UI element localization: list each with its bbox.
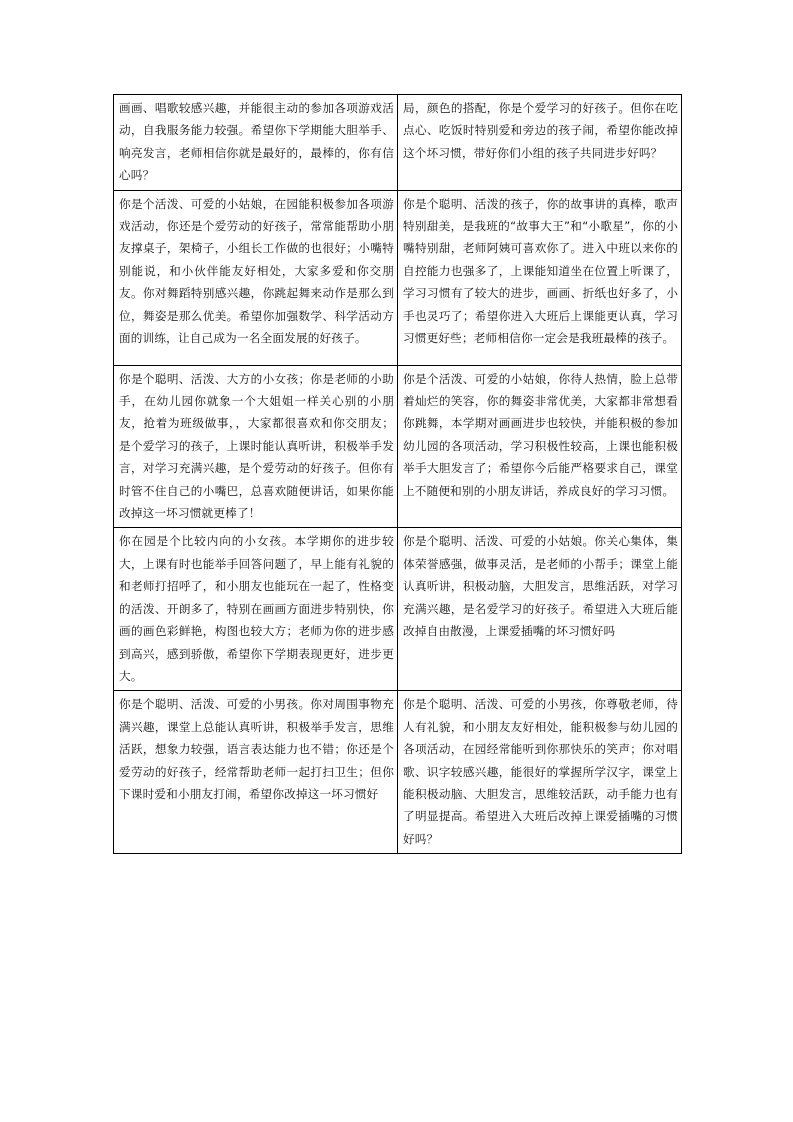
table-row (114, 365, 682, 528)
comment-cell-right: 你是个聪明、活泼、可爱的小姑娘。你关心集体，集体荣誉感强，做事灵活，是老师的小帮手；课堂上能认真听讲，积极动脑，大胆发言，思维活跃，对学习充满兴趣，是名爱学习的好孩子。希望进入大班后能改掉自由散漫，上课爱插嘴的坏习惯好吗 (398, 528, 682, 691)
comment-cell-left: 你是个活泼、可爱的小姑娘，在园能积极参加各项游戏活动，你还是个爱劳动的好孩子，常常能帮助小朋友撑桌子，架椅子，小组长工作做的也很好；小嘴特别能说，和小伙伴能友好相处，大家多爱和你交朋友。你对舞蹈特别感兴趣，你跳起舞来动作是那么到位，舞姿是那么优美。希望你加强数学、科学活动方面的训练，让自己成为一名全面发展的好孩子。 (114, 190, 398, 365)
table-row (114, 528, 682, 691)
comment-cell-right: 你是个活泼、可爱的小姑娘，你待人热情，脸上总带着灿烂的笑容，你的舞姿非常优美，大家都非常想看你跳舞，本学期对画画进步也较快，并能积极的参加幼儿园的各项活动，学习积极性较高，上课也能积极举手大胆发言了；希望你今后能严格要求自己，课堂上不随便和别的小朋友讲话，养成良好的学习习惯。 (398, 365, 682, 528)
comment-cell-right: 你是个聪明、活泼的孩子，你的故事讲的真棒，歌声特别甜美，是我班的“故事大王”和“小歌星”，你的小嘴特别甜，老师阿姨可喜欢你了。进入中班以来你的自控能力也强多了，上课能知道坐在位置上听课了，学习习惯有了较大的进步，画画、折纸也好多了，小手也灵巧了；希望你进入大班后上课能更认真，学习习惯更好些；老师相信你一定会是我班最棒的孩子。 (398, 190, 682, 365)
comment-cell-right: 你是个聪明、活泼、可爱的小男孩，你尊敬老师，待人有礼貌，和小朋友友好相处，能积极参与幼儿园的各项活动，在园经常能听到你那快乐的笑声；你对唱歌、识字较感兴趣，能很好的掌握所学汉字，课堂上能积极动脑、大胆发言，思维较活跃，动手能力也有了明显提高。希望进入大班后改掉上课爱插嘴的习惯好吗？ (398, 691, 682, 854)
comment-cell-left: 你是个聪明、活泼、可爱的小男孩。你对周围事物充满兴趣，课堂上总能认真听讲，积极举手发言，思维活跃，想象力较强，语言表达能力也不错；你还是个爱劳动的好孩子，经常帮助老师一起打扫卫生；但你下课时爱和小朋友打闹，希望你改掉这一坏习惯好 (114, 691, 398, 854)
comments-table (113, 94, 682, 854)
comment-cell-left: 画画、唱歌较感兴趣，并能很主动的参加各项游戏活动，自我服务能力较强。希望你下学期能大胆举手、响亮发言，老师相信你就是最好的，最棒的，你有信心吗？ (114, 95, 398, 191)
comment-cell-left: 你是个聪明、活泼、大方的小女孩；你是老师的小助手，在幼儿园你就象一个大姐姐一样关心别的小朋友，抢着为班级做事，，大家都很喜欢和你交朋友；是个爱学习的孩子，上课时能认真听讲，积极举手发言，对学习充满兴趣，是个爱劳动的好孩子。但你有时管不住自己的小嘴巴，总喜欢随便讲话，如果你能改掉这一坏习惯就更棒了！ (114, 365, 398, 528)
table-row (114, 691, 682, 854)
comment-cell-right: 局，颜色的搭配，你是个爱学习的好孩子。但你在吃点心、吃饭时特别爱和旁边的孩子闹，希望你能改掉这个坏习惯，带好你们小组的孩子共同进步好吗？ (398, 95, 682, 191)
comment-cell-left: 你在园是个比较内向的小女孩。本学期你的进步较大，上课有时也能举手回答问题了，早上能有礼貌的和老师打招呼了，和小朋友也能玩在一起了，性格变的活泼、开朗多了，特别在画画方面进步特别快，你画的画色彩鲜艳，构图也较大方；老师为你的进步感到高兴，感到骄傲，希望你下学期表现更好，进步更大。 (114, 528, 398, 691)
table-row (114, 95, 682, 191)
table-row (114, 190, 682, 365)
